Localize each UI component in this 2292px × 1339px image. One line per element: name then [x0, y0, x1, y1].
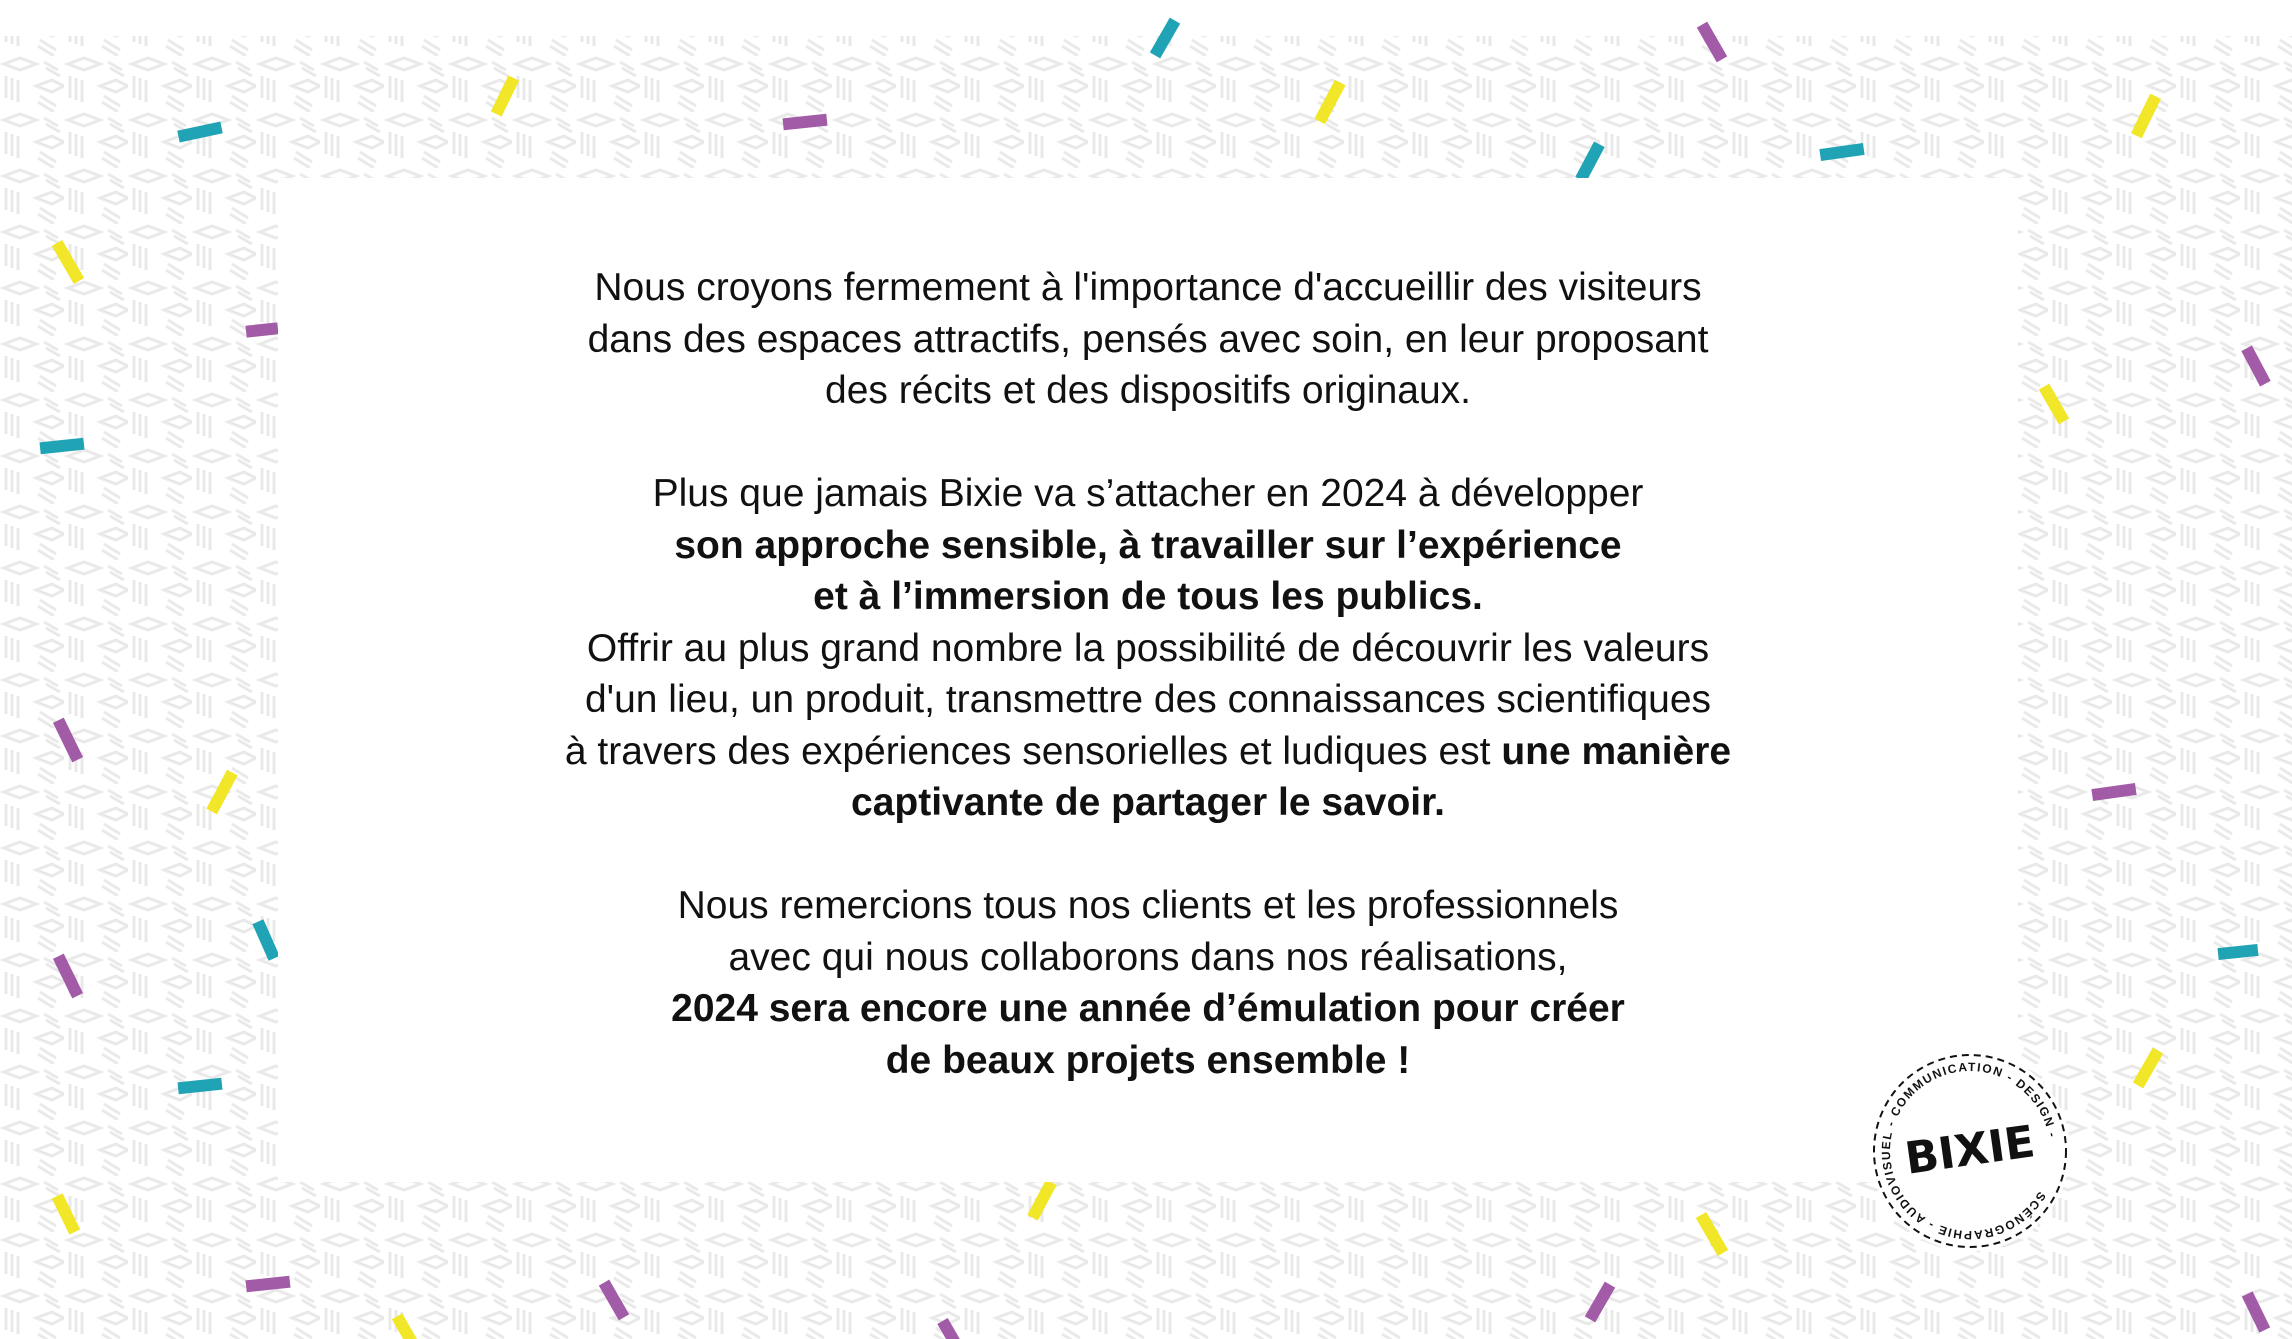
p2-line7-bold: captivante de partager le savoir.: [851, 781, 1445, 824]
bixie-seal-logo: [1866, 1047, 2074, 1255]
p1-line1: Nous croyons fermement à l'importance d'accueillir des visiteurs: [594, 266, 1702, 309]
p3-line3-bold: 2024 sera encore une année d’émulation pour créer: [671, 987, 1625, 1030]
p2-line7: [278, 777, 2018, 829]
paragraph-gap: [278, 417, 2018, 469]
p2-line3: [278, 571, 2018, 623]
p2-line6-bold: une manière: [1501, 729, 1732, 773]
p2-line3-bold: et à l’immersion de tous les publics.: [813, 575, 1483, 618]
p3-line4: [278, 1035, 2018, 1087]
message-text: [278, 262, 2018, 1086]
p2-line1: Plus que jamais Bixie va s’attacher en 2024 à développer: [652, 472, 1644, 515]
p3-line4-bold: de beaux projets ensemble !: [885, 1038, 1411, 1082]
seal-ring-text: SCÉNOGRAPHIE - AUDIOVISUEL - COMMUNICATION - DESIGN -: [1878, 1059, 2060, 1243]
p2-line6: [278, 726, 2018, 778]
p2-line6-regular: à travers des expériences sensorielles et ludiques est: [564, 729, 1502, 773]
p2-line4: Offrir au plus grand nombre la possibilité de découvrir les valeurs: [586, 626, 1710, 670]
p2-line2-bold: son approche sensible, à travailler sur l’expérience: [674, 523, 1622, 567]
p1-line2: dans des espaces attractifs, pensés avec soin, en leur proposant: [587, 317, 1709, 361]
bixie-wordmark: BIXIE: [1901, 1116, 2038, 1185]
message-card: [278, 178, 2018, 1182]
p3-line1: Nous remercions tous nos clients et les professionnels: [677, 884, 1619, 927]
p3-line2: avec qui nous collaborons dans nos réalisations,: [728, 935, 1568, 979]
paragraph-gap: [278, 829, 2018, 881]
p3-line3: [278, 983, 2018, 1035]
p2-line5: d'un lieu, un produit, transmettre des connaissances scientifiques: [584, 678, 1712, 721]
p2-line2: [278, 520, 2018, 572]
p1-line3: des récits et des dispositifs originaux.: [825, 369, 1471, 412]
